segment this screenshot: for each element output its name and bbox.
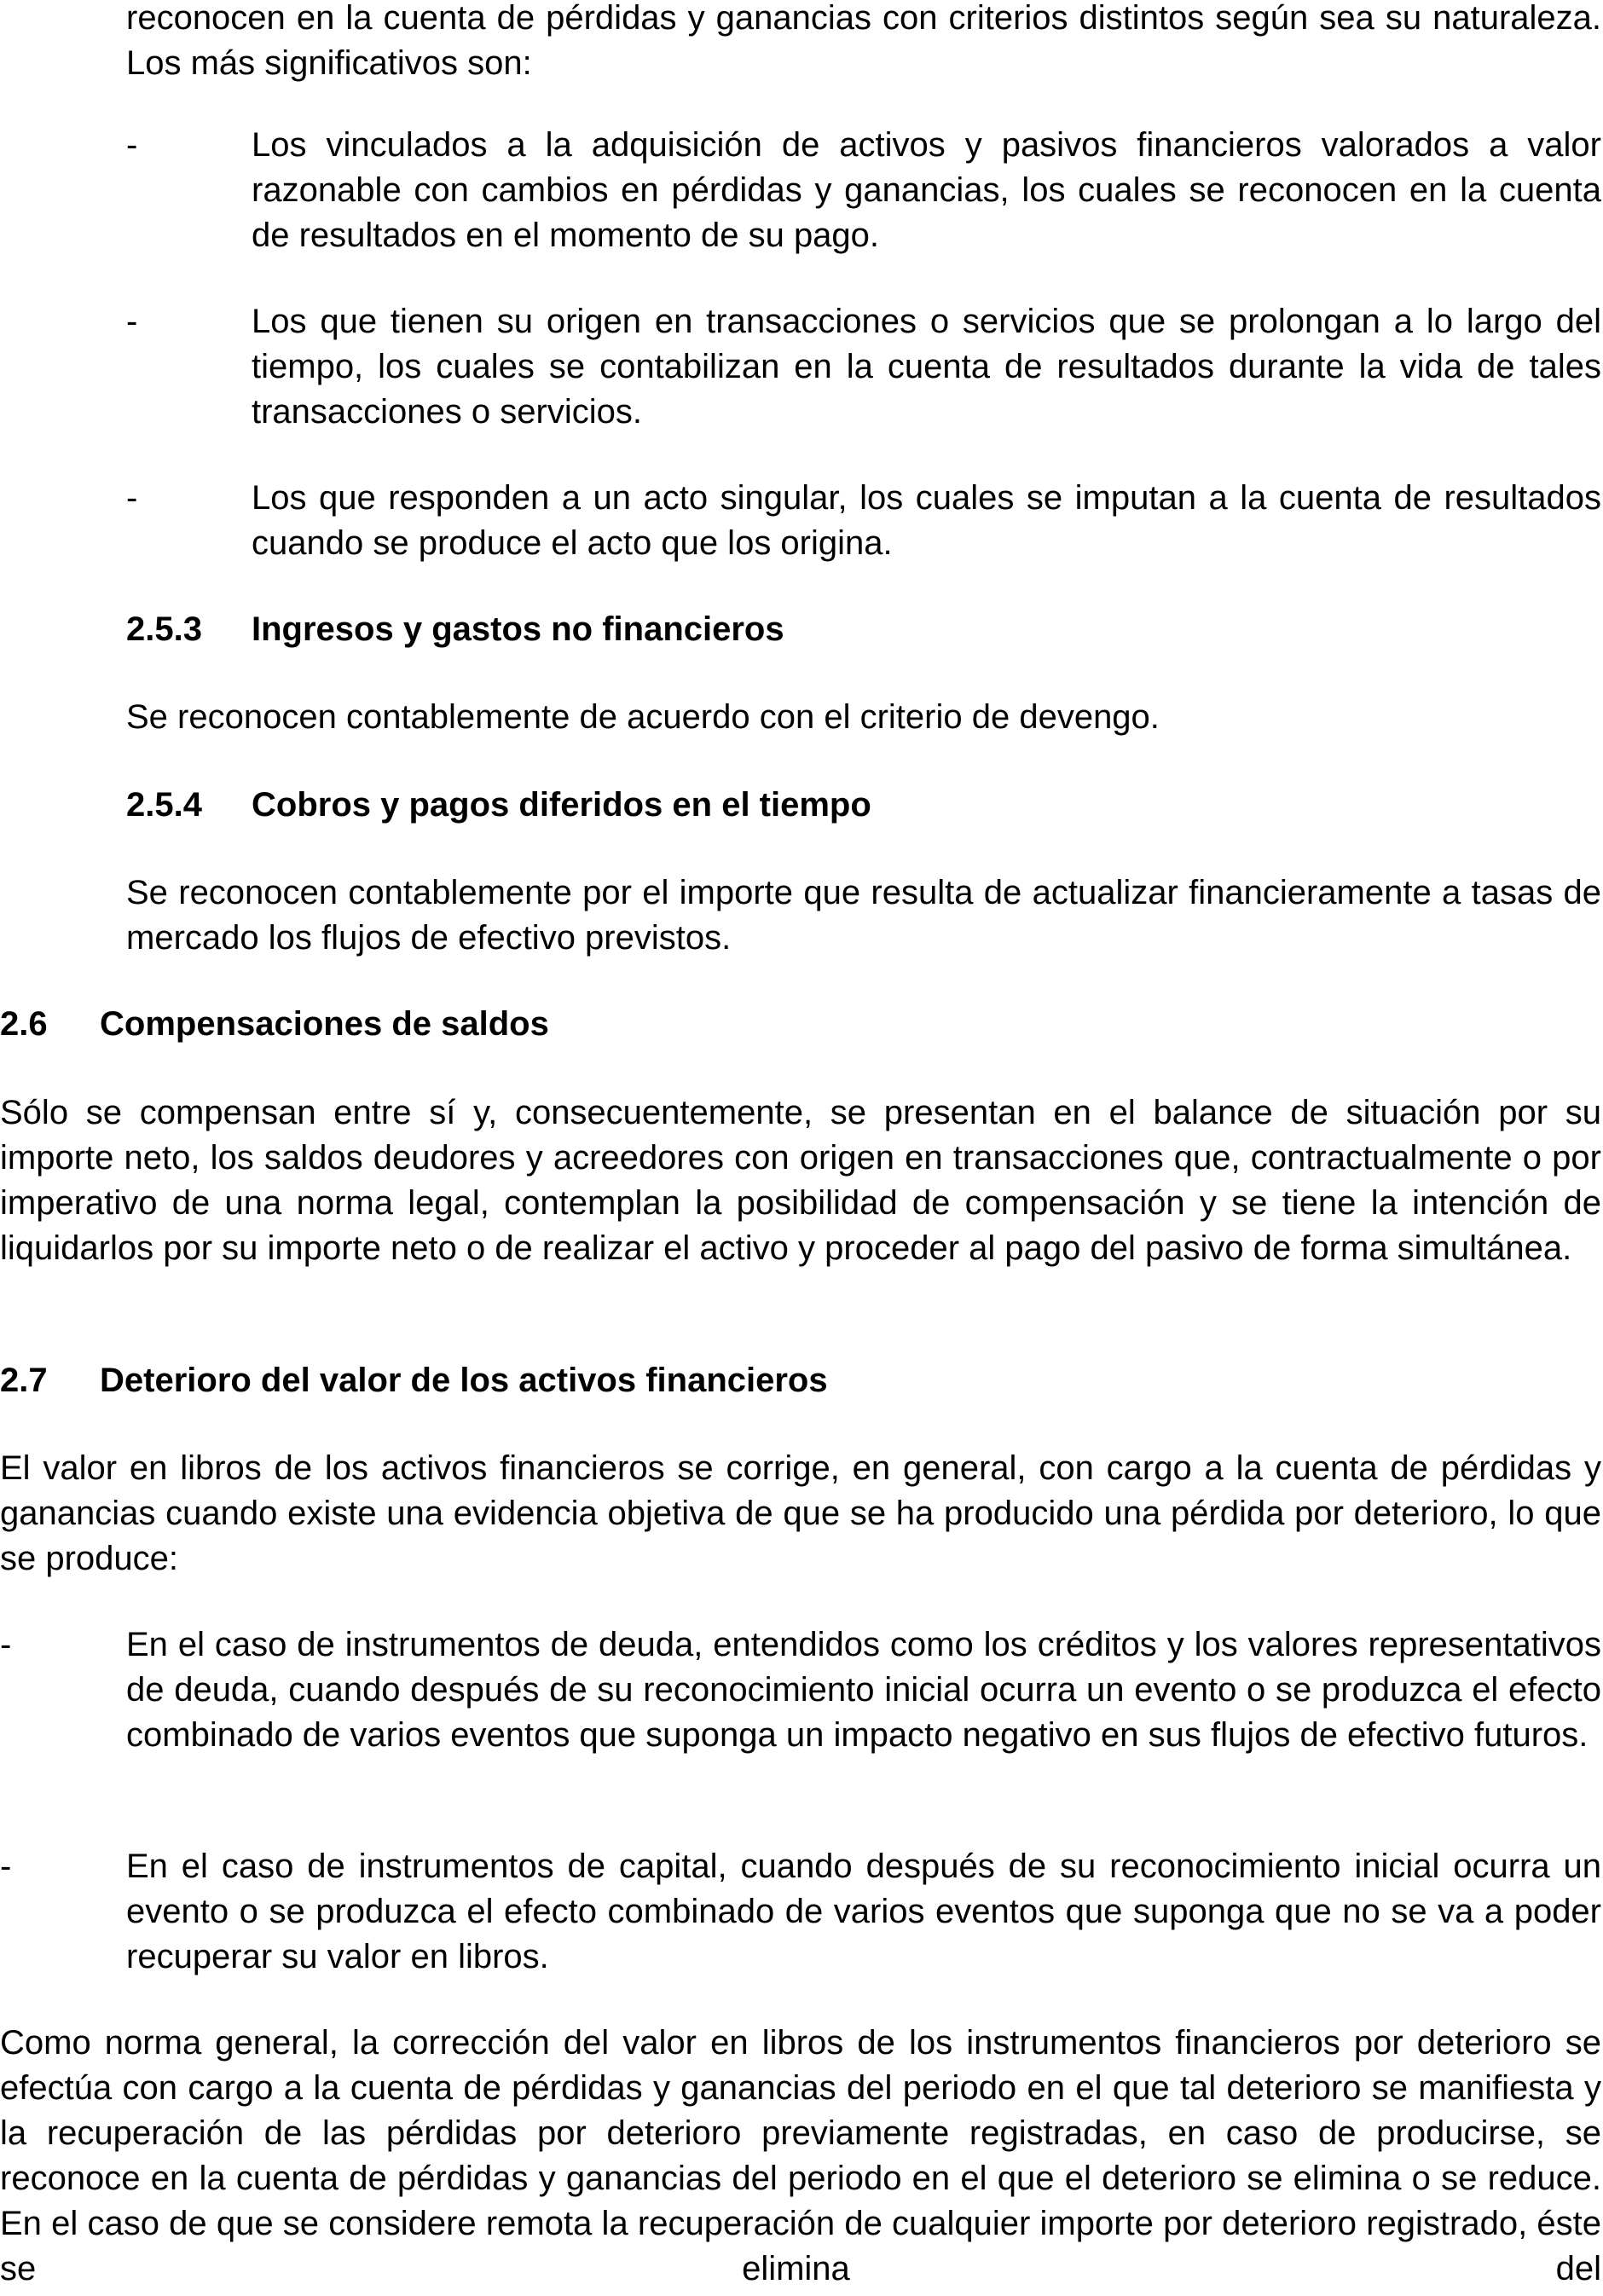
section-number: 2.5.4 xyxy=(126,786,202,824)
section-heading-2-5-3 xyxy=(126,607,1149,652)
section-body-2-7: El valor en libros de los activos financieros se corrige, en general, con cargo a la cuenta de pérdidas y ganancias cuando existe una evidencia objetiva de que se ha producido una pérdida por deterioro, lo que se produce: xyxy=(0,1449,1601,1577)
section-heading-2-6 xyxy=(0,1002,1023,1047)
section-body-2-6: Sólo se compensan entre sí y, consecuentemente, se presentan en el balance de situación por su importe neto, los saldos deudores y acreedores con origen en transacciones que, contractualmente o por imperativo de una norma legal, contemplan la posibilidad de compensación y se tiene la intención de liquidarlos por su importe neto o de realizar el activo y proceder al pago del pasivo de forma simultánea. xyxy=(0,1094,1601,1267)
section-number: 2.5.3 xyxy=(126,610,202,648)
list-marker: - xyxy=(126,479,138,517)
section-number: 2.7 xyxy=(0,1362,48,1399)
section-number: 2.6 xyxy=(0,1005,48,1043)
list-marker: - xyxy=(0,1626,12,1663)
list-item: Los que responden a un acto singular, los cuales se imputan a la cuenta de resultados cuando se produce el acto que los origina. xyxy=(252,479,1601,562)
section-body-2-5-3: Se reconocen contablemente de acuerdo con el criterio de devengo. xyxy=(126,698,1160,736)
section-heading-2-5-4 xyxy=(126,783,1149,828)
list-item: Los vinculados a la adquisición de activos y pasivos financieros valorados a valor razonable con cambios en pérdidas y ganancias, los cuales se reconocen en la cuenta de resultados en el momento de su pago. xyxy=(252,126,1601,254)
intro-paragraph: reconocen en la cuenta de pérdidas y ganancias con criterios distintos según sea su naturaleza. Los más significativos son: xyxy=(126,0,1601,82)
section-title: Ingresos y gastos no financieros xyxy=(252,610,784,648)
section-title: Deterioro del valor de los activos financieros xyxy=(100,1362,828,1399)
section-body-2-5-4: Se reconocen contablemente por el importe que resulta de actualizar financieramente a tasas de mercado los flujos de efectivo previstos. xyxy=(126,874,1601,957)
closing-paragraph: Como norma general, la corrección del valor en libros de los instrumentos financieros por deterioro se efectúa con cargo a la cuenta de pérdidas y ganancias del periodo en el que tal deterioro se manifiesta y la recuperación de las pérdidas por deterioro previamente registradas, en caso de producirse, se reconoce en la cuenta de pérdidas y ganancias del periodo en el que el deterioro se elimina o se reduce. En el caso de que se considere remota la recuperación de cualquier importe por deterioro registrado, éste se elimina del xyxy=(0,2024,1601,2287)
list-marker: - xyxy=(126,303,138,340)
section-heading-2-7 xyxy=(0,1358,1194,1403)
section-title: Cobros y pagos diferidos en el tiempo xyxy=(252,786,871,824)
section-title: Compensaciones de saldos xyxy=(100,1005,549,1043)
list-item: En el caso de instrumentos de capital, cuando después de su reconocimiento inicial ocurra un evento o se produzca el efecto combinado de varios eventos que suponga que no se va a poder recuperar su valor en libros. xyxy=(126,1848,1601,1975)
list-item: En el caso de instrumentos de deuda, entendidos como los créditos y los valores representativos de deuda, cuando después de su reconocimiento inicial ocurra un evento o se produzca el efecto combinado de varios eventos que suponga un impacto negativo en sus flujos de efectivo futuros. xyxy=(126,1626,1601,1754)
list-item: Los que tienen su origen en transacciones o servicios que se prolongan a lo largo del tiempo, los cuales se contabilizan en la cuenta de resultados durante la vida de tales transacciones o servicios. xyxy=(252,303,1601,431)
list-marker: - xyxy=(0,1848,12,1885)
list-marker: - xyxy=(126,126,138,164)
